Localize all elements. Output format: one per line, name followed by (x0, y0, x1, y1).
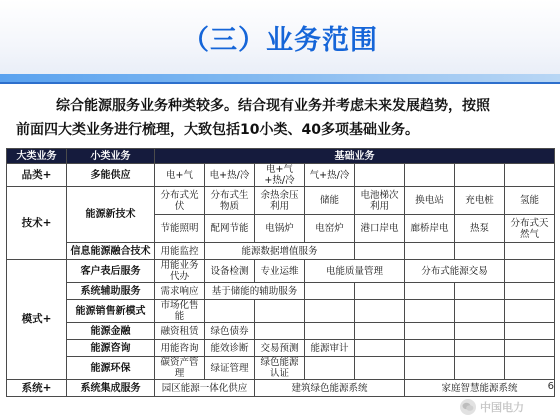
header-minor-category: 小类业务 (67, 149, 155, 164)
category-cell: 模式+ (7, 260, 67, 380)
business-cell (455, 357, 505, 380)
table-row (7, 300, 555, 323)
business-cell (405, 357, 455, 380)
business-cell: 储能 (305, 187, 355, 215)
intro-line-1: 综合能源服务业务种类较多。结合现有业务并考虑未来发展趋势，按照 (56, 98, 490, 114)
business-cell: 分布式天然气 (505, 215, 555, 243)
business-cell (455, 300, 505, 323)
watermark-text: 中国电力 (480, 401, 524, 414)
business-cell (405, 283, 455, 300)
page-number: 6 (547, 381, 554, 392)
business-cell (255, 323, 305, 340)
business-cell: 用能业务代办 (155, 260, 205, 283)
subcategory-cell: 系统辅助服务 (67, 283, 155, 300)
business-cell: 绿色能源认证 (255, 357, 305, 380)
business-cell (455, 340, 505, 357)
business-cell: 电窑炉 (305, 215, 355, 243)
intro-line-2: 前面四大类业务进行梳理，大致包括10小类、40多项基础业务。 (16, 122, 419, 138)
business-cell (355, 323, 405, 340)
category-cell: 技术+ (7, 187, 67, 260)
title-divider-line (0, 82, 560, 84)
title-divider (0, 74, 560, 82)
business-cell: 能源数据增值服务 (205, 243, 355, 260)
business-cell: 电+热/冷 (205, 164, 255, 187)
business-cell: 融资租赁 (155, 323, 205, 340)
business-cell: 电+气+热/冷 (255, 164, 305, 187)
table-header-row (7, 149, 555, 164)
business-cell: 基于储能的辅助服务 (205, 283, 305, 300)
table-row (7, 260, 555, 283)
business-cell: 绿色债券 (205, 323, 255, 340)
business-cell: 电池梯次利用 (355, 187, 405, 215)
wechat-icon (460, 399, 476, 415)
business-cell: 能源审计 (305, 340, 355, 357)
category-cell: 系统+ (7, 380, 67, 397)
business-cell (405, 164, 455, 187)
subcategory-cell: 能源咨询 (67, 340, 155, 357)
business-cell: 电+气 (155, 164, 205, 187)
business-cell: 氢能 (505, 187, 555, 215)
table-row (7, 357, 555, 380)
table-row (7, 323, 555, 340)
business-cell: 热泵 (455, 215, 505, 243)
header-basic-business: 基础业务 (155, 149, 555, 164)
subcategory-cell: 能源新技术 (67, 187, 155, 243)
business-cell: 用能监控 (155, 243, 205, 260)
business-cell: 换电站 (405, 187, 455, 215)
business-cell (455, 164, 505, 187)
business-cell: 电锅炉 (255, 215, 305, 243)
business-cell (405, 243, 455, 260)
business-cell: 需求响应 (155, 283, 205, 300)
business-cell: 配网节能 (205, 215, 255, 243)
subcategory-cell: 能源销售新模式 (67, 300, 155, 323)
business-cell: 气+热/冷 (305, 164, 355, 187)
subcategory-cell: 能源金融 (67, 323, 155, 340)
business-cell: 用能咨询 (155, 340, 205, 357)
business-cell (355, 283, 405, 300)
business-cell (255, 300, 305, 323)
business-cell: 能效诊断 (205, 340, 255, 357)
business-cell (355, 243, 405, 260)
table-row (7, 187, 555, 215)
business-cell: 碳资产管理 (155, 357, 205, 380)
watermark (460, 398, 552, 416)
subcategory-cell: 系统集成服务 (67, 380, 155, 397)
business-cell: 分布式能源交易 (405, 260, 505, 283)
business-scope-table (6, 148, 555, 397)
business-cell (405, 323, 455, 340)
business-cell (505, 243, 555, 260)
business-cell (505, 357, 555, 380)
business-cell: 分布式生物质 (205, 187, 255, 215)
business-cell: 分布式光伏 (155, 187, 205, 215)
table-row (7, 340, 555, 357)
business-cell: 余热余压利用 (255, 187, 305, 215)
subcategory-cell: 能源环保 (67, 357, 155, 380)
business-cell (505, 340, 555, 357)
subcategory-cell: 信息能源融合技术 (67, 243, 155, 260)
business-cell (305, 323, 355, 340)
business-cell (355, 164, 405, 187)
business-cell (505, 283, 555, 300)
business-cell: 专业运维 (255, 260, 305, 283)
business-cell: 电能质量管理 (305, 260, 405, 283)
business-cell (305, 300, 355, 323)
business-cell (355, 357, 405, 380)
business-cell (455, 283, 505, 300)
business-cell (355, 340, 405, 357)
subcategory-cell: 多能供应 (67, 164, 155, 187)
business-cell (505, 300, 555, 323)
business-cell: 充电桩 (455, 187, 505, 215)
business-cell: 港口岸电 (355, 215, 405, 243)
business-cell (505, 164, 555, 187)
business-cell (305, 283, 355, 300)
slide-title: （三）业务范围 (182, 25, 378, 56)
business-cell: 园区能源一体化供应 (155, 380, 255, 397)
business-cell (405, 340, 455, 357)
header-major-category: 大类业务 (7, 149, 67, 164)
table-row (7, 380, 555, 397)
business-cell (455, 323, 505, 340)
business-cell: 市场化售能 (155, 300, 205, 323)
table-row (7, 283, 555, 300)
business-cell (355, 300, 405, 323)
business-cell (305, 357, 355, 380)
subcategory-cell: 客户表后服务 (67, 260, 155, 283)
business-cell (205, 300, 255, 323)
business-cell: 建筑绿色能源系统 (255, 380, 405, 397)
business-cell: 绿证管理 (205, 357, 255, 380)
business-cell (405, 300, 455, 323)
business-cell (505, 323, 555, 340)
category-cell: 品类+ (7, 164, 67, 187)
business-cell: 设备检测 (205, 260, 255, 283)
business-cell (505, 260, 555, 283)
business-cell: 廊桥岸电 (405, 215, 455, 243)
business-cell (455, 243, 505, 260)
table-row (7, 243, 555, 260)
business-cell: 家庭智慧能源系统 (405, 380, 555, 397)
business-cell: 交易预测 (255, 340, 305, 357)
table-row (7, 164, 555, 187)
business-cell: 节能照明 (155, 215, 205, 243)
intro-paragraph (16, 94, 546, 142)
